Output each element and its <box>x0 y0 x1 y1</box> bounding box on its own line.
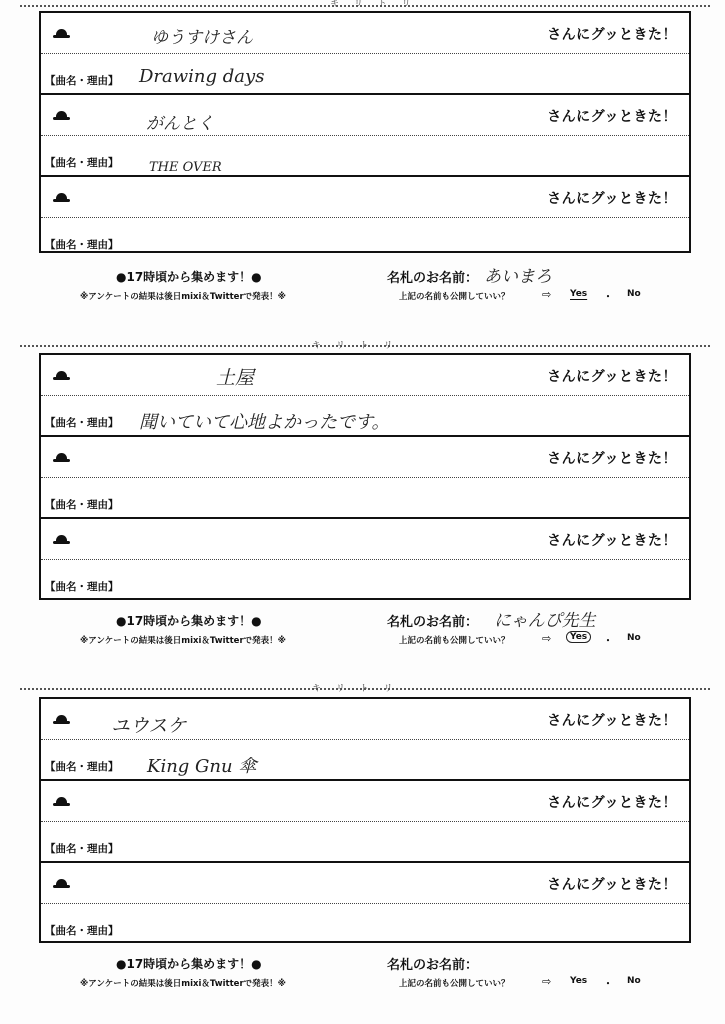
name-tag-label: 名札のお名前： <box>387 615 479 630</box>
handwritten-reason: Drawing days <box>139 66 265 87</box>
handwritten-reason: THE OVER <box>149 160 222 175</box>
separator-dot: ・ <box>603 292 613 303</box>
good-label: さんにグッときた！ <box>547 877 677 893</box>
collect-time-notice: ●17時頃から集めます！● <box>116 957 262 971</box>
entry-name-row <box>41 95 689 136</box>
reason-label: 【曲名・理由】 <box>45 761 119 773</box>
reason-label: 【曲名・理由】 <box>45 157 119 169</box>
card-2-footer <box>39 612 691 656</box>
no-option[interactable]: No <box>627 289 641 299</box>
good-label: さんにグッときた！ <box>547 109 677 125</box>
reason-label: 【曲名・理由】 <box>45 239 119 251</box>
no-option[interactable]: No <box>627 633 641 643</box>
handwritten-name: ユウスケ <box>111 715 187 737</box>
entry-name-row <box>41 863 689 904</box>
good-label: さんにグッときた！ <box>547 27 677 43</box>
arrow-icon: ⇨ <box>542 288 552 301</box>
entry-name-row <box>41 13 689 54</box>
name-tag-label: 名札のお名前： <box>387 958 479 973</box>
hat-icon <box>53 29 70 38</box>
reason-label: 【曲名・理由】 <box>45 925 119 937</box>
card-3-footer <box>39 955 691 999</box>
good-label: さんにグッときた！ <box>547 795 677 811</box>
public-question: 上記の名前も公開していい？ <box>399 636 510 646</box>
reason-label: 【曲名・理由】 <box>45 499 119 511</box>
entry-reason-row <box>41 396 689 437</box>
arrow-icon: ⇨ <box>542 632 552 645</box>
results-notice: ※アンケートの結果は後日mixi＆Twitterで発表！※ <box>80 636 286 646</box>
public-question: 上記の名前も公開していい？ <box>399 292 510 302</box>
reason-label: 【曲名・理由】 <box>45 843 119 855</box>
handwritten-name: 土屋 <box>216 367 255 389</box>
hat-icon <box>53 535 70 544</box>
survey-card-1 <box>39 11 691 253</box>
good-label: さんにグッときた！ <box>547 191 677 207</box>
survey-card-3 <box>39 697 691 943</box>
hat-icon <box>53 453 70 462</box>
good-label: さんにグッときた！ <box>547 369 677 385</box>
name-tag-value: にゃんぴ先生 <box>494 611 596 631</box>
good-label: さんにグッときた！ <box>547 451 677 467</box>
public-question: 上記の名前も公開していい？ <box>399 979 510 989</box>
hat-icon <box>53 111 70 120</box>
good-label: さんにグッときた！ <box>547 533 677 549</box>
handwritten-name: がんとく <box>146 114 214 134</box>
reason-label: 【曲名・理由】 <box>45 581 119 593</box>
hat-icon <box>53 879 70 888</box>
cut-line-top-mark: キ リ ト リ <box>330 0 417 9</box>
arrow-icon: ⇨ <box>542 975 552 988</box>
handwritten-reason: King Gnu 傘 <box>147 756 257 777</box>
hat-icon <box>53 371 70 380</box>
yes-option[interactable]: Yes <box>566 631 591 643</box>
name-tag-value: あいまろ <box>484 267 552 287</box>
hat-icon <box>53 193 70 202</box>
collect-time-notice: ●17時頃から集めます！● <box>116 270 262 284</box>
entry-reason-row <box>41 478 689 519</box>
collect-time-notice: ●17時頃から集めます！● <box>116 614 262 628</box>
separator-dot: ・ <box>603 636 613 647</box>
separator-dot: ・ <box>603 979 613 990</box>
hat-icon <box>53 797 70 806</box>
hat-icon <box>53 715 70 724</box>
results-notice: ※アンケートの結果は後日mixi＆Twitterで発表！※ <box>80 292 286 302</box>
cut-line-middle-mark: キ リ ト リ <box>312 341 399 351</box>
name-tag-label: 名札のお名前： <box>387 271 479 286</box>
no-option[interactable]: No <box>627 976 641 986</box>
entry-reason-row <box>41 822 689 863</box>
results-notice: ※アンケートの結果は後日mixi＆Twitterで発表！※ <box>80 979 286 989</box>
entry-name-row <box>41 355 689 396</box>
entry-reason-row <box>41 136 689 177</box>
card-1-footer <box>39 268 691 312</box>
entry-name-row <box>41 177 689 218</box>
entry-reason-row <box>41 54 689 95</box>
entry-name-row <box>41 699 689 740</box>
entry-name-row <box>41 519 689 560</box>
entry-reason-row <box>41 560 689 601</box>
reason-label: 【曲名・理由】 <box>45 75 119 87</box>
entry-name-row <box>41 437 689 478</box>
yes-option[interactable]: Yes <box>570 976 588 986</box>
reason-label: 【曲名・理由】 <box>45 417 119 429</box>
entry-reason-row <box>41 218 689 259</box>
cut-line-bottom-mark: キ リ ト リ <box>312 684 399 694</box>
survey-card-2 <box>39 353 691 600</box>
handwritten-name: ゆうすけさん <box>151 28 253 48</box>
entry-name-row <box>41 781 689 822</box>
good-label: さんにグッときた！ <box>547 713 677 729</box>
entry-reason-row <box>41 904 689 945</box>
yes-option[interactable]: Yes <box>570 289 588 299</box>
handwritten-reason: 聞いていて心地よかったです。 <box>139 412 390 433</box>
entry-reason-row <box>41 740 689 781</box>
